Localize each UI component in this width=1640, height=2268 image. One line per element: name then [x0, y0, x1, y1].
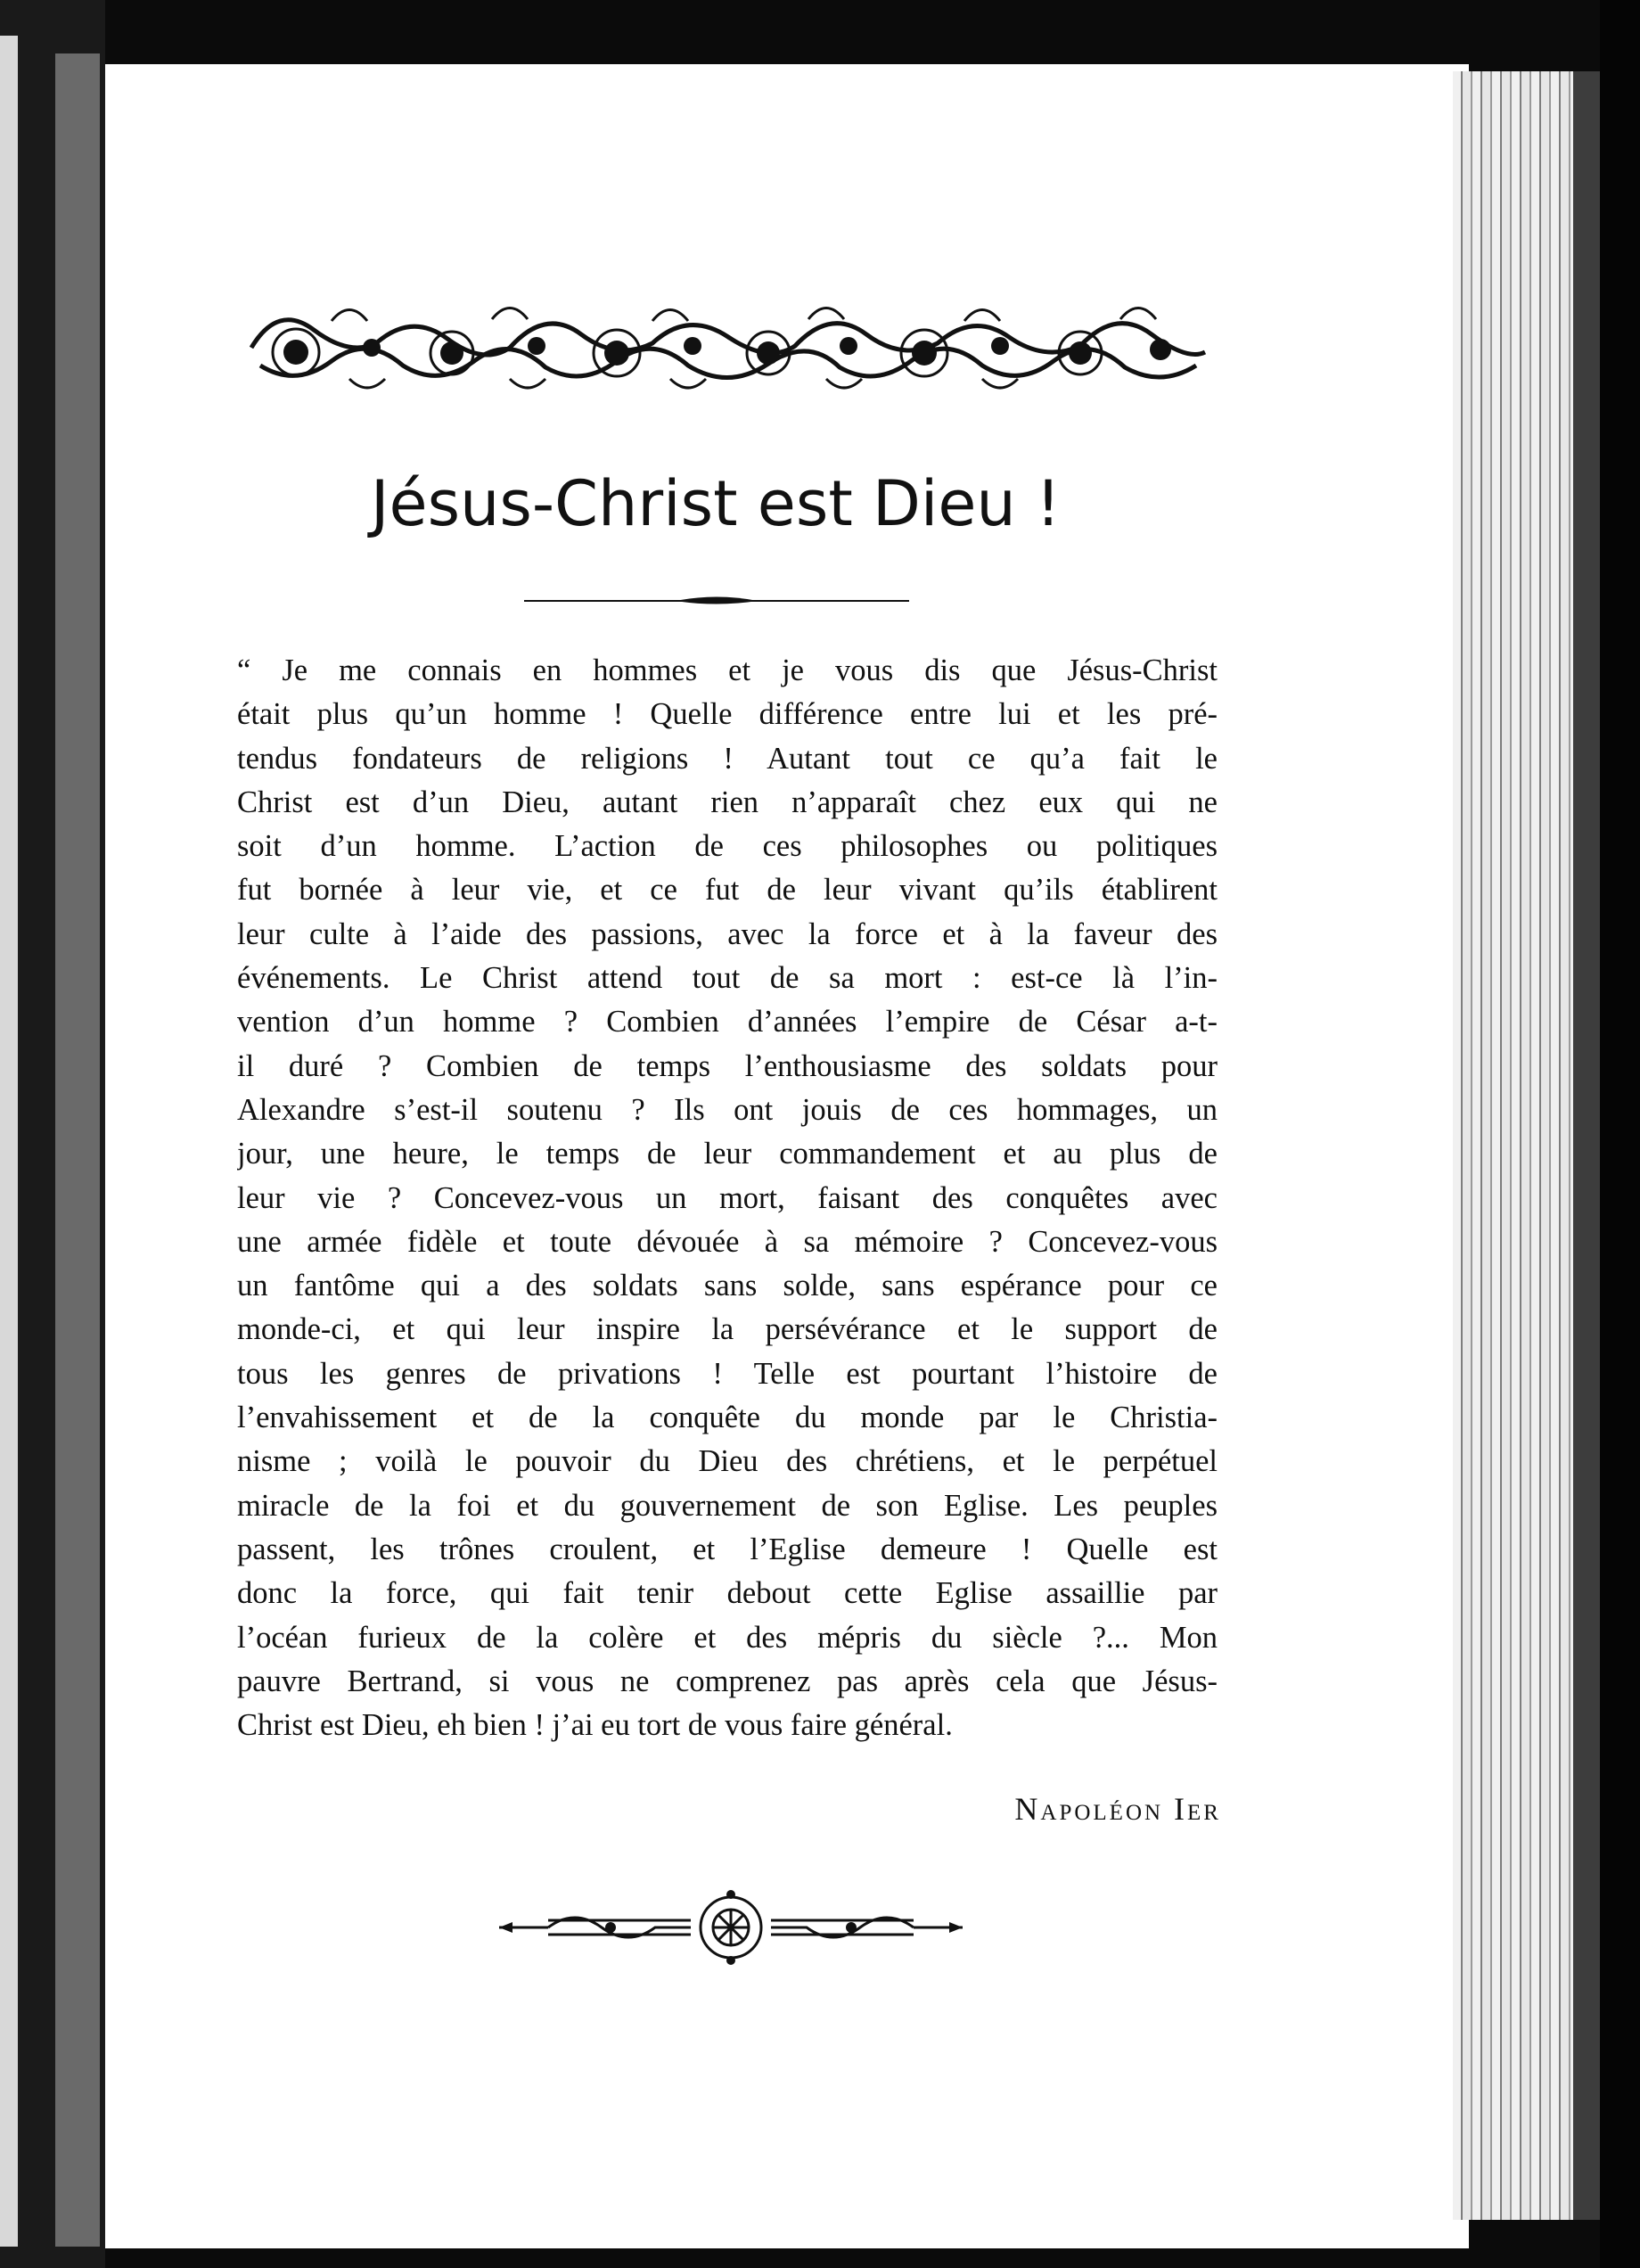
- text-line: Christ est Dieu, eh bien ! j’ai eu tort de vous faire général.: [237, 1708, 953, 1743]
- text-line: “ Je me connais en hommes et je vous dis que Jésus-Christ: [237, 653, 1218, 687]
- text-line: événements. Le Christ attend tout de sa mort : est-ce là l’in-: [237, 961, 1218, 996]
- scan-background-right: [1600, 0, 1640, 2268]
- text-line: vention d’un homme ? Combien d’années l’empire de César a-t-: [237, 1005, 1218, 1040]
- text-line: Alexandre s’est-il soutenu ? Ils ont jouis de ces hommages, un: [237, 1092, 1218, 1127]
- text-line: soit d’un homme. L’action de ces philosophes ou politiques: [237, 829, 1218, 864]
- text-line: passent, les trônes croulent, et l’Eglise demeure ! Quelle est: [237, 1532, 1218, 1566]
- page-title: Jésus-Christ est Dieu !: [370, 467, 1062, 540]
- text-line: une armée fidèle et toute dévouée à sa mémoire ? Concevez-vous: [237, 1224, 1218, 1259]
- text-line: leur vie ? Concevez-vous un mort, faisant des conquêtes avec: [237, 1180, 1218, 1215]
- text-line: jour, une heure, le temps de leur commandement et au plus de: [237, 1137, 1218, 1171]
- text-line: leur culte à l’aide des passions, avec la force et à la faveur des: [237, 916, 1218, 951]
- title-divider-rule: [524, 593, 909, 609]
- text-line: monde-ci, et qui leur inspire la persévérance et le support de: [237, 1312, 1218, 1347]
- quotation-body: [237, 649, 1218, 1747]
- text-line: fut bornée à leur vie, et ce fut de leur vivant qu’ils établirent: [237, 873, 1218, 908]
- text-line: pauvre Bertrand, si vous ne comprenez pas après cela que Jésus-: [237, 1664, 1218, 1698]
- text-line: tous les genres de privations ! Telle est pourtant l’histoire de: [237, 1356, 1218, 1391]
- facing-page-stripe: [0, 36, 18, 2247]
- text-line: l’envahissement et de la conquête du monde par le Christia-: [237, 1401, 1218, 1435]
- text-line: tendus fondateurs de religions ! Autant tout ce qu’a fait le: [237, 741, 1218, 776]
- page-gutter-shadow: [55, 53, 100, 2247]
- book-fore-edge: [1453, 71, 1600, 2220]
- text-line: il duré ? Combien de temps l’enthousiasme des soldats pour: [237, 1048, 1218, 1083]
- facing-page-edge: [0, 0, 105, 2268]
- decorative-tailpiece-ornament: [495, 1890, 967, 1966]
- text-line: miracle de la foi et du gouvernement de son Eglise. Les peuples: [237, 1488, 1218, 1523]
- fore-edge-shadow: [1573, 71, 1600, 2220]
- text-line: l’océan furieux de la colère et des mépris du siècle ?... Mon: [237, 1620, 1218, 1655]
- text-line: était plus qu’un homme ! Quelle différence entre lui et les pré-: [237, 697, 1218, 732]
- author-signature: Napoléon Ier: [1014, 1791, 1221, 1827]
- decorative-header-ornament: [242, 294, 1214, 392]
- text-line: donc la force, qui fait tenir debout cette Eglise assaillie par: [237, 1576, 1218, 1611]
- text-line: nisme ; voilà le pouvoir du Dieu des chrétiens, et le perpétuel: [237, 1444, 1218, 1479]
- text-line: Christ est d’un Dieu, autant rien n’apparaît chez eux qui ne: [237, 785, 1218, 819]
- text-line: un fantôme qui a des soldats sans solde, sans espérance pour ce: [237, 1269, 1218, 1303]
